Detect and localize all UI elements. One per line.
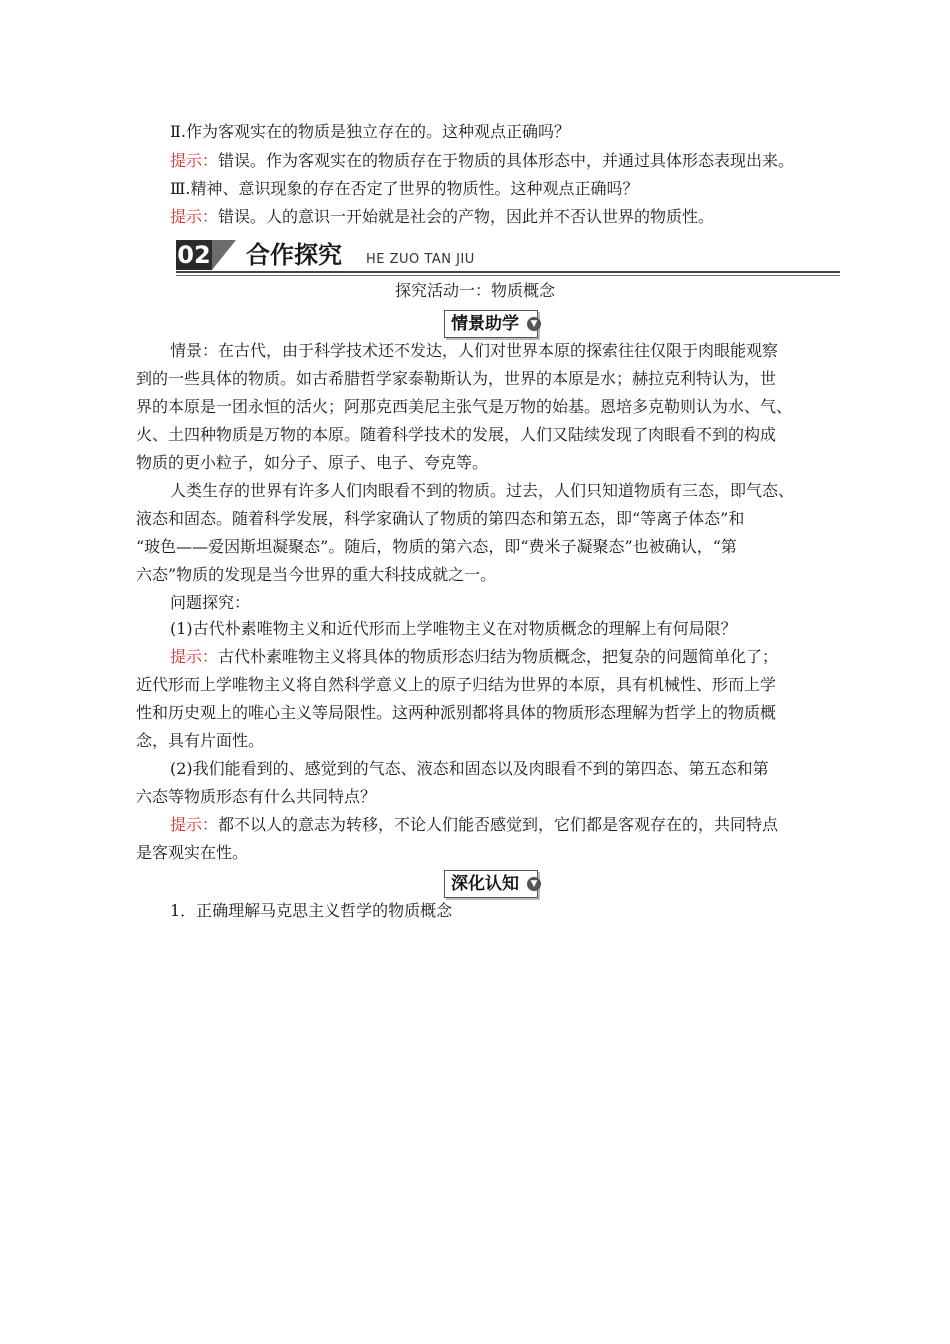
hint-label: 提示： (170, 815, 219, 834)
inquiry-question-2: (2)我们能看到的、感觉到的气态、液态和固态以及肉眼看不到的第四态、第五态和第 (170, 759, 769, 778)
scenario-line: 情景：在古代，由于科学技术还不发达，人们对世界本原的探索往往仅限于肉眼能观察 (170, 341, 779, 360)
banner-rule-thin (176, 275, 840, 276)
banner-rule (176, 271, 840, 273)
scenario-line: “玻色——爱因斯坦凝聚态”。随后，物质的第六态，即“费米子凝聚态”也被确认，“第 (136, 537, 737, 556)
answer-line: 是客观实在性。 (136, 843, 249, 862)
answer-line: 近代形而上学唯物主义将自然科学意义上的原子归结为世界的本原，具有机械性、形而上学 (136, 675, 777, 694)
scenario-line: 六态”物质的发现是当今世界的重大科技成就之一。 (136, 565, 497, 584)
scenario-line: 到的一些具体的物质。如古希腊哲学家泰勒斯认为，世界的本原是水；赫拉克利特认为，世 (136, 369, 777, 388)
hint-label: 提示： (170, 207, 219, 226)
tag-deepen-label: 深化认知 (451, 874, 519, 894)
scenario-line: 人类生存的世界有许多人们肉眼看不到的物质。过去，人们只知道物质有三态，即气态、 (170, 481, 795, 500)
question-3: Ⅲ.精神、意识现象的存在否定了世界的物质性。这种观点正确吗？ (170, 179, 639, 198)
section-title: 合作探究 (246, 241, 342, 269)
activity-title: 探究活动一：物质概念 (394, 281, 555, 300)
question-2: Ⅱ.作为客观实在的物质是独立存在的。这种观点正确吗？ (170, 122, 570, 141)
inquiry-question-2-cont: 六态等物质形态有什么共同特点？ (136, 787, 377, 806)
answer-line: 都不以人的意志为转移，不论人们能否感觉到，它们都是客观存在的，共同特点 (218, 815, 779, 834)
hint-label: 提示： (170, 647, 219, 666)
answer-line: 古代朴素唯物主义将具体的物质形态归结为物质概念，把复杂的问题简单化了； (218, 647, 779, 666)
question-label: 问题探究： (170, 593, 251, 612)
scenario-line: 火、土四种物质是万物的本原。随着科学技术的发展，人们又陆续发现了肉眼看不到的构成 (136, 425, 777, 444)
chevron-down-icon: ▼ (527, 877, 541, 891)
answer-3-text: 错误。人的意识一开始就是社会的产物，因此并不否认世界的物质性。 (218, 207, 715, 226)
banner-triangle-decoration (212, 240, 236, 270)
answer-line: 性和历史观上的唯心主义等局限性。这两种派别都将具体的物质形态理解为哲学上的物质概 (136, 703, 777, 722)
inquiry-answer-1 (170, 647, 860, 667)
tag-deepen (444, 870, 538, 898)
answer-line: 念，具有片面性。 (136, 731, 265, 750)
scenario-line: 物质的更小粒子，如分子、原子、电子、夸克等。 (136, 453, 489, 472)
section-number: 02 (177, 241, 211, 269)
tag-scenario (444, 310, 538, 338)
scenario-line: 液态和固态。随着科学发展，科学家确认了物质的第四态和第五态，即“等离子体态”和 (136, 509, 745, 528)
inquiry-question-1: (1)古代朴素唯物主义和近代形而上学唯物主义在对物质概念的理解上有何局限？ (170, 619, 737, 638)
inquiry-answer-2 (170, 815, 860, 835)
chevron-down-icon: ▼ (527, 317, 541, 331)
tag-scenario-label: 情景助学 (451, 314, 519, 334)
scenario-line: 界的本原是一团永恒的活火；阿那克西美尼主张气是万物的始基。恩培多克勒则认为水、气、 (136, 397, 793, 416)
section-banner (176, 238, 840, 278)
answer-2-text: 错误。作为客观实在的物质存在于物质的具体形态中，并通过具体形态表现出来。 (218, 151, 795, 170)
hint-label: 提示： (170, 151, 219, 170)
answer-3 (170, 207, 860, 227)
section-subtitle: HE ZUO TAN JIU (366, 252, 475, 267)
answer-2 (170, 151, 860, 171)
deepen-item-1: 1．正确理解马克思主义哲学的物质概念 (170, 901, 453, 920)
